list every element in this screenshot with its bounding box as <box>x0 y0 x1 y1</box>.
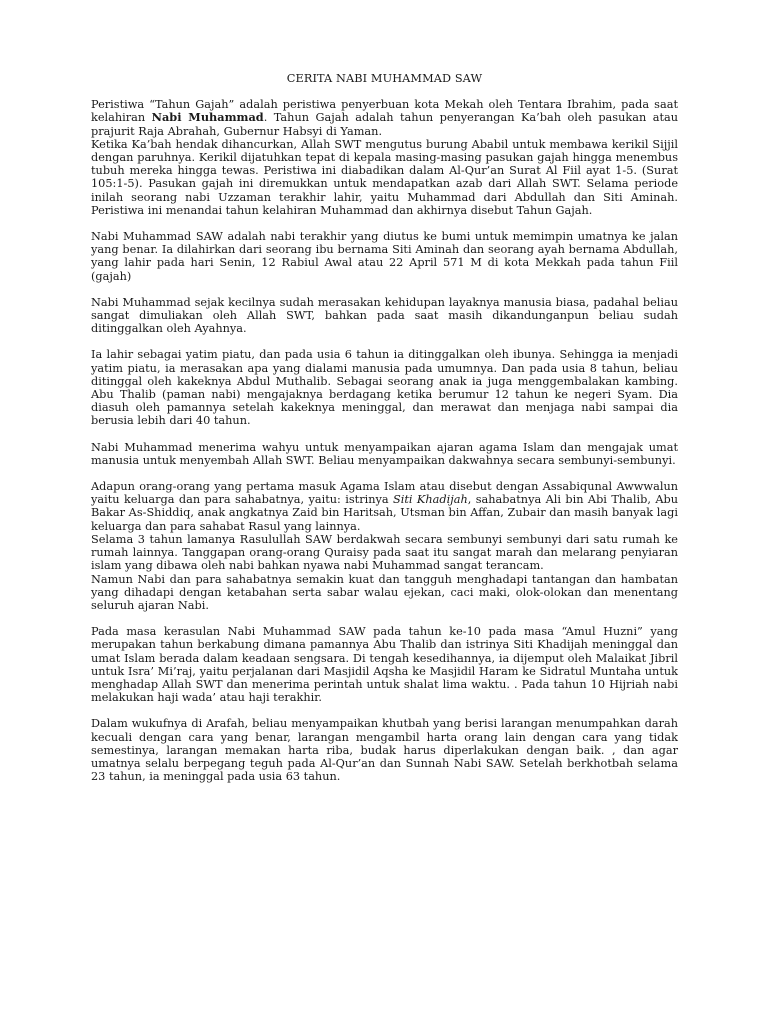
paragraph-khutbah-arafah: Dalam wukufnya di Arafah, beliau menyampaikan khutbah yang berisi larangan menumpahkan darah kecuali dengan cara yang benar, larangan mengambil harta orang lain dengan cara yang tidak semestinya, larangan memakan harta riba, budak harus diperlakukan dengan baik. , dan agar umatnya selalu berpegang teguh pada Al-Qur’an dan Sunnah Nabi SAW. Setelah berkhotbah selama 23 tahun, ia meninggal pada usia 63 tahun. <box>91 717 678 784</box>
italic-name: Siti Khadijah <box>393 493 468 507</box>
paragraph-tantangan: Namun Nabi dan para sahabatnya semakin kuat dan tangguh menghadapi tantangan dan hambatan yang dihadapi dengan ketabahan serta sabar walau ejekan, caci maki, olok-olokan dan menentang seluruh ajaran Nabi. <box>91 572 678 612</box>
paragraph-text: , sahabatnya Ali bin Abi Thalib, Abu Bakar As-Shiddiq, anak angkatnya Zaid bin Haritsah, Utsman bin Affan, Zubair dan masih banyak lagi keluarga dan para sahabat Rasul yang lainnya. <box>91 493 678 533</box>
paragraph-text: Adapun orang-orang yang pertama masuk Agama Islam atau disebut dengan Assabiqunal Awwwalun yaitu keluarga dan para sahabatnya, yaitu: istrinya <box>91 480 678 507</box>
paragraph-nabi-terakhir: Nabi Muhammad SAW adalah nabi terakhir yang diutus ke bumi untuk memimpin umatnya ke jalan yang benar. Ia dilahirkan dari seorang ibu bernama Siti Aminah dan seorang ayah bernama Abdullah, yang lahir pada hari Senin, 12 Rabiul Awal atau 22 April 571 M di kota Mekkah pada tahun Fiil (gajah) <box>91 230 678 283</box>
paragraph-text: . Tahun Gajah adalah tahun penyerangan Ka’bah oleh pasukan atau prajurit Raja Abrahah, Gubernur Habsyi di Yaman. <box>91 111 678 138</box>
paragraph-burung-ababil: Ketika Ka’bah hendak dihancurkan, Allah SWT mengutus burung Ababil untuk membawa kerikil Sijjil dengan paruhnya. Kerikil dijatuhkan tepat di kepala masing-masing pasukan gajah hingga menembus tubuh mereka hingga tewas. Peristiwa ini diabadikan dalam Al-Qur’an Surat Al Fiil ayat 1-5. (Surat 105:1-5). Pasukan gajah ini diremukkan untuk mendapatkan azab dari Allah SWT. Selama periode inilah seorang nabi Uzzaman terakhir lahir, yaitu Muhammad dari Abdullah dan Siti Aminah. Peristiwa ini menandai tahun kelahiran Muhammad dan akhirnya disebut Tahun Gajah. <box>91 137 678 217</box>
paragraph-wahyu: Nabi Muhammad menerima wahyu untuk menyampaikan ajaran agama Islam dan mengajak umat manusia untuk menyembah Allah SWT. Beliau menyampaikan dakwahnya secara sembunyi-sembunyi. <box>91 440 678 467</box>
paragraph-dakwah-sembunyi: Selama 3 tahun lamanya Rasulullah SAW berdakwah secara sembunyi sembunyi dari satu rumah ke rumah lainnya. Tanggapan orang-orang Quraisy pada saat itu sangat marah dan melarang penyiaran islam yang dibawa oleh nabi bahkan nyawa nabi Muhammad sangat terancam. <box>91 532 678 573</box>
paragraph-text: Peristiwa “Tahun Gajah” adalah peristiwa penyerbuan kota Mekah oleh Tentara Ibrahim, pada saat kelahiran <box>91 98 678 125</box>
paragraph-masa-kecil: Nabi Muhammad sejak kecilnya sudah merasakan kehidupan layaknya manusia biasa, padahal beliau sangat dimuliakan oleh Allah SWT, bahkan pada saat masih dikandunganpun beliau sudah ditinggalkan oleh Ayahnya. <box>91 295 678 336</box>
bold-name: Nabi Muhammad <box>151 110 264 125</box>
paragraph-amul-huzni: Pada masa kerasulan Nabi Muhammad SAW pada tahun ke-10 pada masa “Amul Huzni” yang merupakan tahun berkabung dimana pamannya Abu Thalib dan istrinya Siti Khadijah meninggal dan umat Islam berada dalam keadaan sengsara. Di tengah kesedihannya, ia dijemput oleh Malaikat Jibril untuk Isra’ Mi’raj, yaitu perjalanan dari Masjidil Aqsha ke Masjidil Haram ke Sidratul Muntaha untuk menghadap Allah SWT dan menerima perintah untuk shalat lima waktu. . Pada tahun 10 Hijriah nabi melakukan haji wada’ atau haji terakhir. <box>91 625 678 705</box>
document-title: CERITA NABI MUHAMMAD SAW <box>286 72 483 85</box>
paragraph-tahun-gajah <box>91 98 678 138</box>
paragraph-assabiqunal-awwalun <box>91 480 678 533</box>
paragraph-yatim-piatu: Ia lahir sebagai yatim piatu, dan pada usia 6 tahun ia ditinggalkan oleh ibunya. Sehingga ia menjadi yatim piatu, ia merasakan apa yang dialami manusia pada umumnya. Dan pada usia 8 tahun, beliau ditinggal oleh kakeknya Abdul Muthalib. Sebagai seorang anak ia juga menggembalakan kambing. Abu Thalib (paman nabi) mengajaknya berdagang ketika berumur 12 tahun ke negeri Syam. Dia diasuh oleh pamannya setelah kakeknya meninggal, dan merawat dan menjaga nabi sampai dia berusia lebih dari 40 tahun. <box>91 348 678 428</box>
